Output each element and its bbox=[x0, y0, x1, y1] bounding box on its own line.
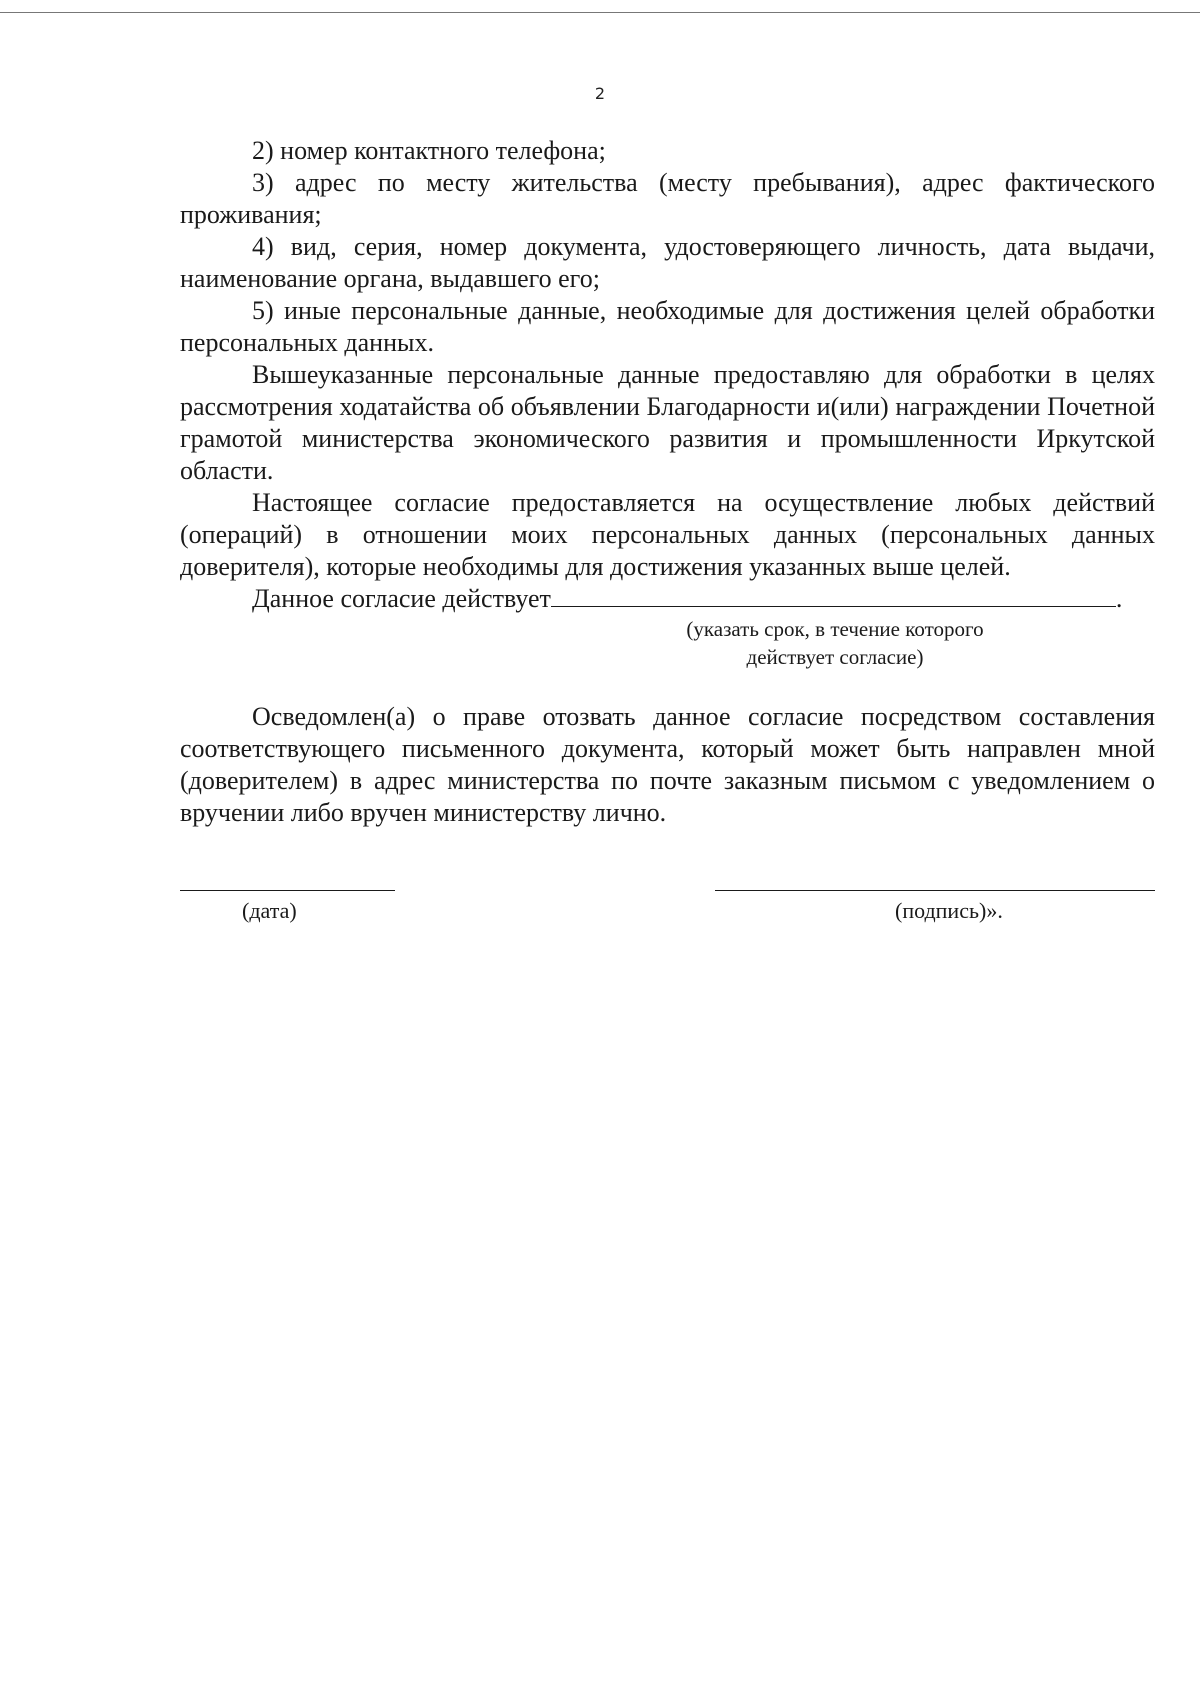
signature-block bbox=[180, 890, 1155, 930]
list-item-address: 3) адрес по месту жительства (месту пребывания), адрес фактического проживания; bbox=[180, 168, 1155, 229]
page-number: 2 bbox=[594, 84, 606, 103]
list-item-other-data: 5) иные персональные данные, необходимые для достижения целей обработки персональных данных. bbox=[180, 296, 1155, 357]
purpose-paragraph: Вышеуказанные персональные данные предоставляю для обработки в целях рассмотрения ходатайства об объявлении Благодарности и(или) награждении Почетной грамотой министерства экономического развития и промышленности Иркутской области. bbox=[180, 360, 1155, 485]
validity-hint-line-2: действует согласие) bbox=[746, 645, 924, 669]
list-item-id-document: 4) вид, серия, номер документа, удостоверяющего личность, дата выдачи, наименование органа, выдавшего его; bbox=[180, 232, 1155, 293]
date-blank-field[interactable] bbox=[180, 890, 395, 891]
revocation-paragraph: Осведомлен(а) о праве отозвать данное согласие посредством составления соответствующего письменного документа, который может быть направлен мной (доверителем) в адрес министерства по почте заказным письмом с уведомлением о вручении либо вручен министерству лично. bbox=[180, 702, 1155, 827]
scope-paragraph: Настоящее согласие предоставляется на осуществление любых действий (операций) в отношении моих персональных данных (персональных данных доверителя), которые необходимы для достижения указанных выше целей. bbox=[180, 488, 1155, 581]
signature-caption: (подпись)». bbox=[895, 898, 1003, 923]
date-caption: (дата) bbox=[242, 898, 297, 923]
signature-blank-field[interactable] bbox=[715, 890, 1155, 891]
document-body bbox=[180, 135, 1155, 829]
scan-edge-line bbox=[0, 12, 1200, 13]
paragraph-spacer bbox=[180, 671, 1155, 701]
validity-line bbox=[180, 583, 1155, 615]
validity-blank-field[interactable] bbox=[551, 584, 1116, 607]
validity-period: . bbox=[1115, 584, 1123, 613]
list-item-phone: 2) номер контактного телефона; bbox=[252, 136, 606, 165]
validity-label: Данное согласие действует bbox=[252, 584, 551, 613]
validity-hint-line-1: (указать срок, в течение которого bbox=[686, 617, 984, 641]
